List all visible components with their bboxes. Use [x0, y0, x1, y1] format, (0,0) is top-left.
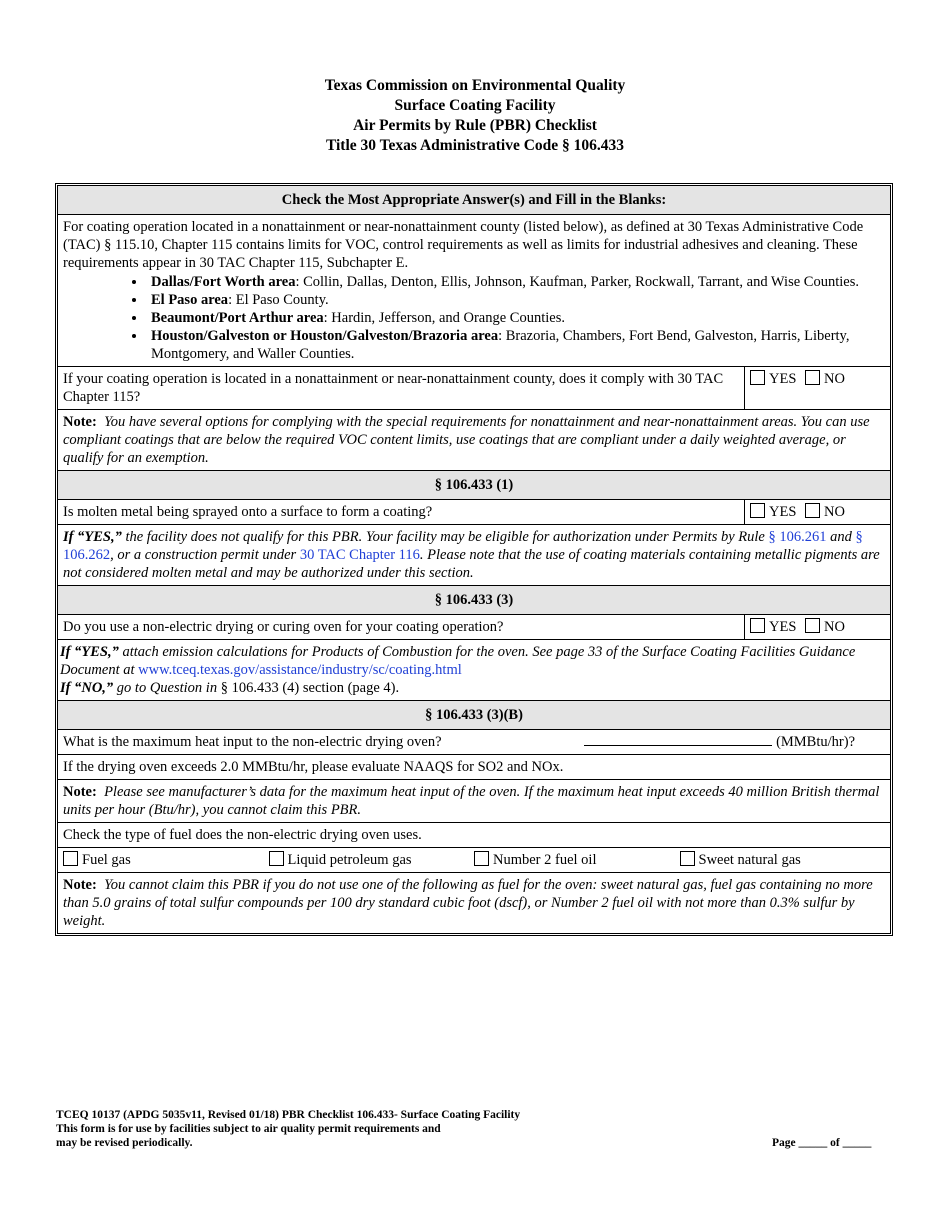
molten-answer: YES NO: [745, 500, 890, 524]
revision-note: may be revised periodically.: [56, 1137, 193, 1149]
checklist-title: Air Permits by Rule (PBR) Checklist: [353, 117, 597, 134]
oven-yes-checkbox[interactable]: [750, 618, 765, 633]
fuel-options: Fuel gas Liquid petroleum gas Number 2 fuel oil Sweet natural gas: [58, 847, 890, 872]
comply-answer: YES NO: [745, 367, 890, 409]
form-number: TCEQ 10137 (APDG 5035v11, Revised 01/18) PBR Checklist 106.433- Surface Coating Facility: [56, 1109, 521, 1121]
oven-no-checkbox[interactable]: [805, 618, 820, 633]
molten-guidance: If “YES,” the facility does not qualify for this PBR. Your facility may be eligible for authorization under Permits by Rule § 106.261 and § 106.262, or a construction permit under 30 TAC Chapter 116. Please note that the use of coating materials containing metallic pigments are not considered molten metal and may be authorized under this section.: [58, 524, 890, 585]
section-106-433-3: § 106.433 (3): [58, 585, 890, 614]
usage-note: This form is for use by facilities subject to air quality permit requirements and: [56, 1123, 441, 1135]
chapter-116-link[interactable]: 30 TAC Chapter 116: [299, 547, 420, 563]
molten-question: Is molten metal being sprayed onto a surface to form a coating?: [58, 500, 745, 524]
heat-input-question: What is the maximum heat input to the non-electric drying oven?: [63, 734, 442, 750]
intro-section: [58, 214, 890, 366]
molten-question-row: [58, 499, 890, 524]
oven-guidance: If “YES,” attach emission calculations for Products of Combustion for the oven. See page 33 of the Surface Coating Facilities Guidance Document at www.tceq.texas.gov/assistance/industry/sc/coating.html If “NO,” go to Question in § 106.433 (4) section (page 4).: [58, 639, 890, 700]
natural-gas-checkbox[interactable]: [680, 851, 695, 866]
molten-yes-checkbox[interactable]: [750, 503, 765, 518]
list-item: • El Paso area: El Paso County.: [147, 291, 885, 309]
intro-text: For coating operation located in a nonattainment or near-nonattainment county (listed below), as defined at 30 Texas Administrative Code (TAC) § 115.10, Chapter 115 contains limits for VOC, control requirements as well as limits for industrial adhesives and cleaning. These requirements appear in 30 TAC Chapter 115, Subchapter E.: [63, 219, 864, 271]
note-options: Note: You have several options for complying with the special requirements for nonattainment and near-nonattainment areas. You can use compliant coatings that are below the required VOC content limits, use coatings that are compliant under a daily weighted average, or qualify for an exemption.: [58, 409, 890, 470]
naaqs-text: If the drying oven exceeds 2.0 MMBtu/hr, please evaluate NAAQS for SO2 and NOx.: [58, 754, 890, 779]
comply-question-row: [58, 366, 890, 409]
checklist-form: [55, 183, 893, 936]
rule-261-link[interactable]: § 106.261: [768, 529, 827, 545]
list-item: • Dallas/Fort Worth area: Collin, Dallas, Denton, Ellis, Johnson, Kaufman, Parker, Rockwall, Tarrant, and Wise Counties.: [147, 273, 885, 291]
facility-type: Surface Coating Facility: [394, 97, 556, 114]
comply-no-checkbox[interactable]: [805, 370, 820, 385]
section-106-433-3b: § 106.433 (3)(B): [58, 700, 890, 729]
agency-title: Texas Commission on Environmental Quality: [324, 77, 626, 94]
fuel-oil-checkbox[interactable]: [474, 851, 489, 866]
form-footer: [56, 1108, 520, 1150]
rule-262-link[interactable]: § 106.262: [63, 529, 863, 563]
heat-input-row: What is the maximum heat input to the non-electric drying oven? (MMBtu/hr)?: [58, 729, 890, 754]
page-number: Page _____ of _____: [772, 1137, 872, 1149]
form-header: [0, 76, 950, 156]
list-item: • Beaumont/Port Arthur area: Hardin, Jefferson, and Orange Counties.: [147, 309, 885, 327]
oven-question-row: [58, 614, 890, 639]
section-106-433-1: § 106.433 (1): [58, 470, 890, 499]
comply-yes-checkbox[interactable]: [750, 370, 765, 385]
oven-question: Do you use a non-electric drying or curing oven for your coating operation?: [58, 615, 745, 639]
note-fuel: Note: You cannot claim this PBR if you do not use one of the following as fuel for the oven: sweet natural gas, fuel gas containing no more than 5.0 grains of total sulfur compounds per 100 dry standard cubic foot (dscf), or Number 2 fuel oil with not more than 0.3% sulfur by weight.: [58, 872, 890, 933]
code-reference: Title 30 Texas Administrative Code § 106.433: [325, 137, 625, 154]
guidance-link[interactable]: www.tceq.texas.gov/assistance/industry/sc/coating.html: [138, 662, 462, 678]
note-heat-input: Note: Please see manufacturer’s data for the maximum heat input of the oven. If the maximum heat input exceeds 40 million British thermal units per hour (Btu/hr), you cannot claim this PBR.: [58, 779, 890, 822]
instructions-heading: Check the Most Appropriate Answer(s) and Fill in the Blanks:: [58, 186, 890, 214]
fuel-question: Check the type of fuel does the non-electric drying oven uses.: [58, 822, 890, 847]
heat-input-field[interactable]: [584, 733, 772, 746]
area-list: [63, 273, 885, 363]
oven-answer: YES NO: [745, 615, 890, 639]
molten-no-checkbox[interactable]: [805, 503, 820, 518]
list-item: • Houston/Galveston or Houston/Galveston/Brazoria area: Brazoria, Chambers, Fort Bend, Galveston, Harris, Liberty, Montgomery, and Waller Counties.: [147, 327, 885, 363]
comply-question: If your coating operation is located in a nonattainment or near-nonattainment county, does it comply with 30 TAC Chapter 115?: [58, 367, 745, 409]
lpg-checkbox[interactable]: [269, 851, 284, 866]
fuel-gas-checkbox[interactable]: [63, 851, 78, 866]
